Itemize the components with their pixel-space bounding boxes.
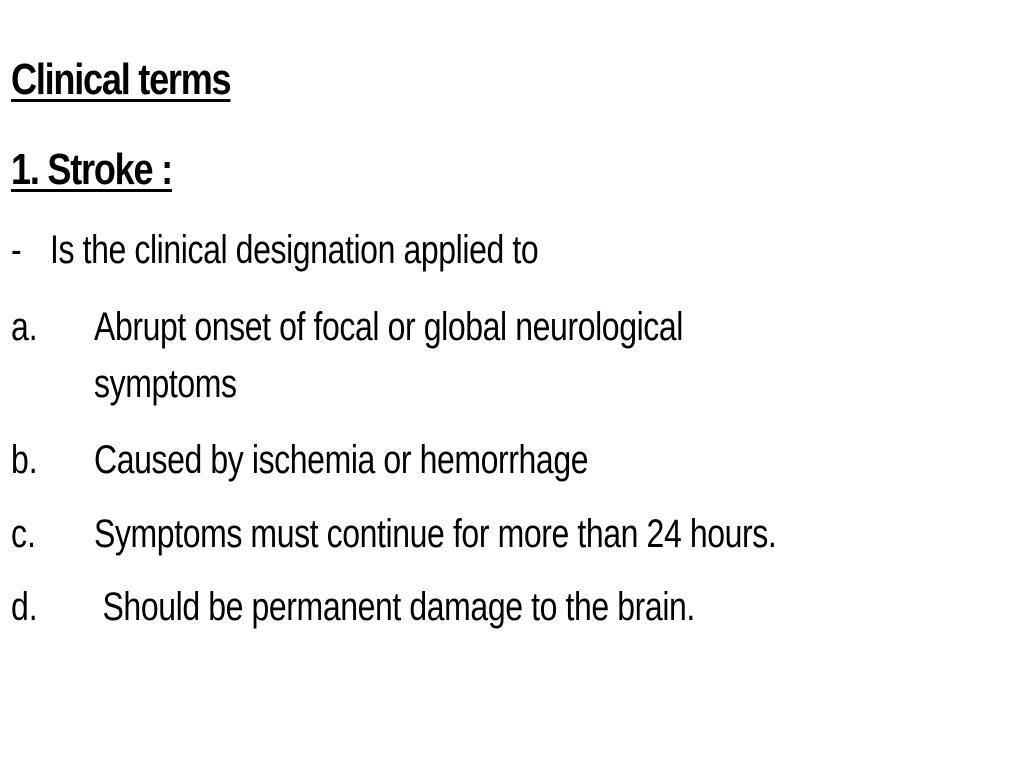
item-a-text-line-1: Abrupt onset of focal or global neurological [94,305,684,349]
item-a-marker: a. [11,305,38,349]
slide-title: Clinical terms [11,55,231,104]
item-a-text-line-2: symptoms [94,362,237,406]
intro-text: Is the clinical designation applied to [50,228,539,272]
item-b-marker: b. [11,438,38,482]
item-b-text: Caused by ischemia or hemorrhage [94,438,589,482]
section-heading: 1. Stroke : [11,145,172,194]
item-c-text: Symptoms must continue for more than 24 hours. [94,512,777,556]
item-d-text: Should be permanent damage to the brain. [94,585,695,629]
intro-dash-marker: - [11,228,22,272]
item-d-marker: d. [11,585,38,629]
item-c-marker: c. [11,512,36,556]
